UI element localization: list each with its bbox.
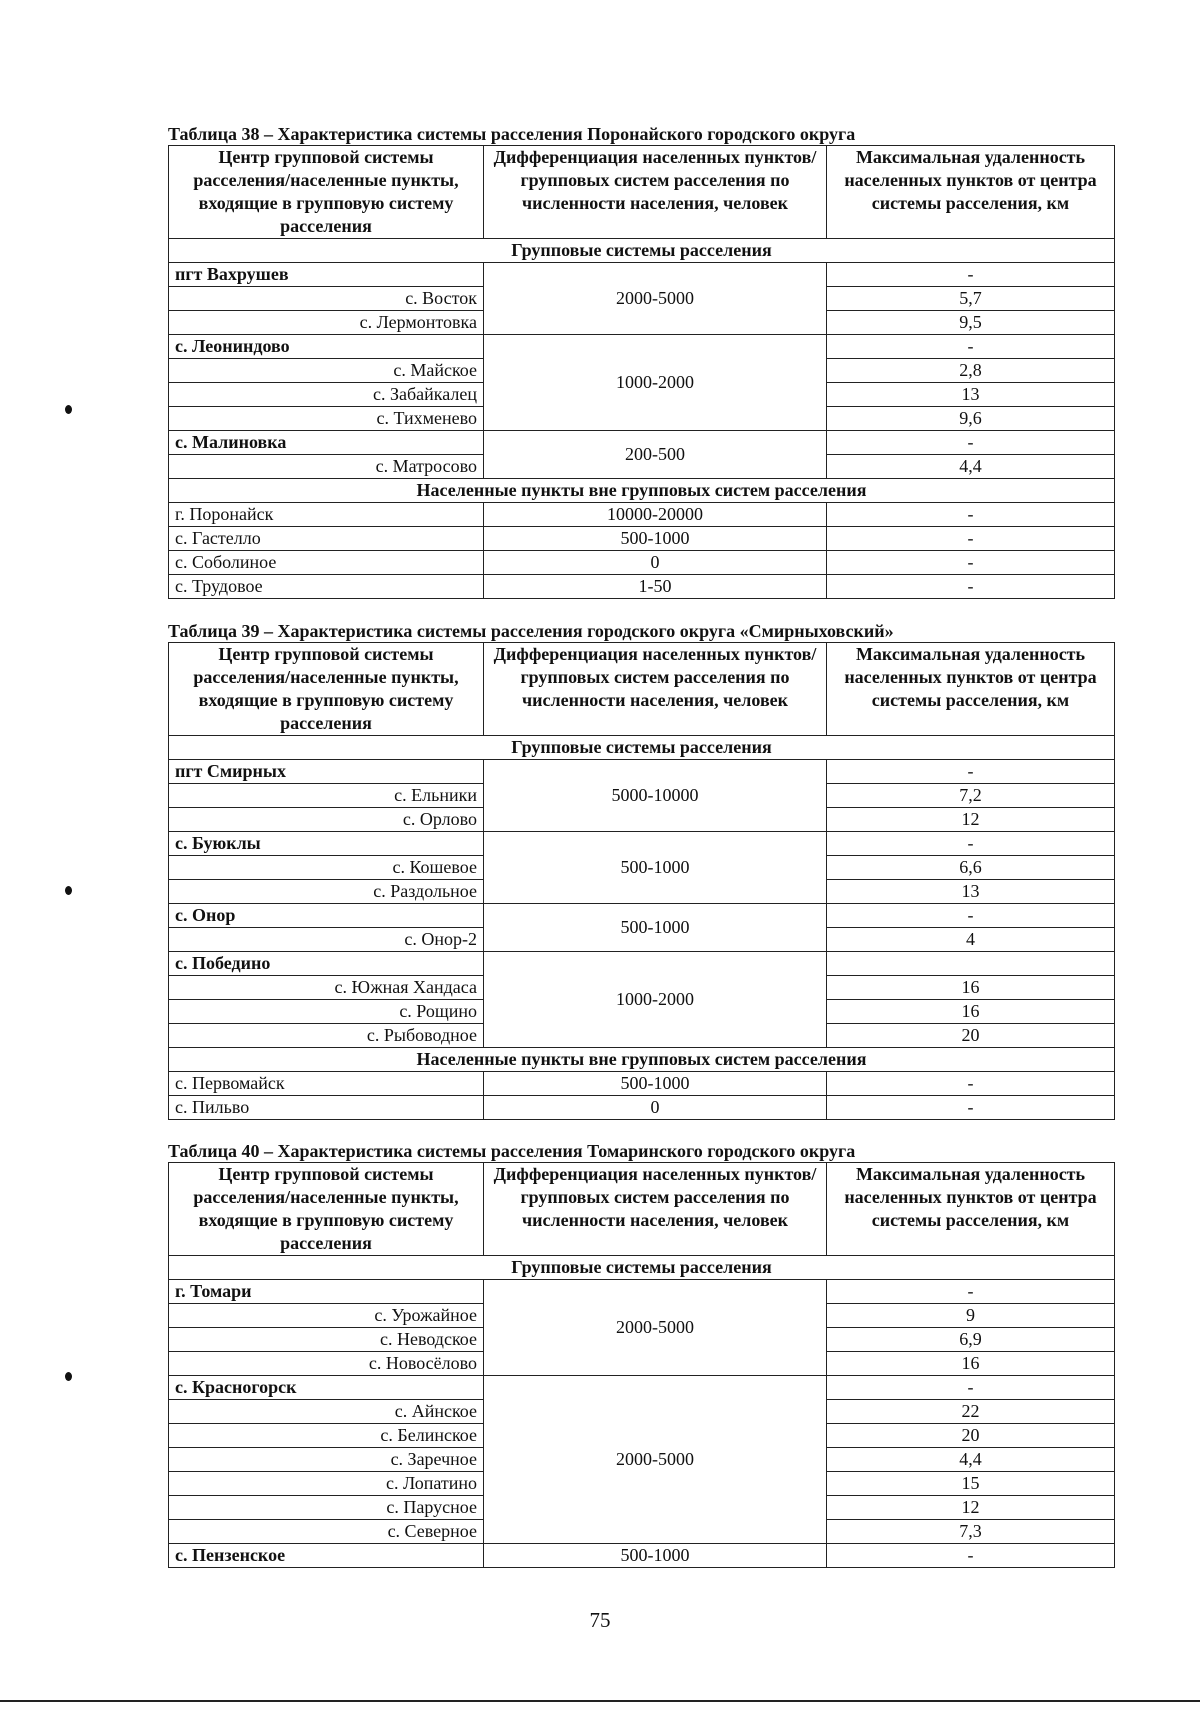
- column-header: Дифференциация населенных пунктов/групповых систем расселения по численности населения, человек: [484, 1163, 827, 1256]
- table-40-block: [168, 1140, 1114, 1568]
- member-name: с. Парусное: [169, 1496, 484, 1520]
- group-center-row: [169, 431, 1115, 455]
- distance-cell: [827, 952, 1115, 976]
- distance-cell: 4: [827, 928, 1115, 952]
- outside-row: [169, 1072, 1115, 1096]
- population-range: 2000-5000: [484, 263, 827, 335]
- population-range: 2000-5000: [484, 1376, 827, 1544]
- column-header: Центр групповой системы расселения/населенные пункты, входящие в групповую систему расселения: [169, 146, 484, 239]
- population-range: 5000-10000: [484, 760, 827, 832]
- section-title: Населенные пункты вне групповых систем расселения: [169, 1048, 1115, 1072]
- distance-cell: -: [827, 335, 1115, 359]
- distance-cell: -: [827, 904, 1115, 928]
- distance-cell: -: [827, 1072, 1115, 1096]
- distance-cell: 15: [827, 1472, 1115, 1496]
- section-row: [169, 239, 1115, 263]
- member-name: с. Лопатино: [169, 1472, 484, 1496]
- member-name: с. Ельники: [169, 784, 484, 808]
- member-name: с. Майское: [169, 359, 484, 383]
- table-caption: Таблица 40 – Характеристика системы расселения Томаринского городского округа: [168, 1141, 856, 1161]
- column-header: Максимальная удаленность населенных пунктов от центра системы расселения, км: [827, 146, 1115, 239]
- member-name: с. Белинское: [169, 1424, 484, 1448]
- section-title: Населенные пункты вне групповых систем расселения: [169, 479, 1115, 503]
- column-header: Центр групповой системы расселения/населенные пункты, входящие в групповую систему расселения: [169, 1163, 484, 1256]
- section-title: Групповые системы расселения: [169, 1256, 1115, 1280]
- member-name: с. Неводское: [169, 1328, 484, 1352]
- member-name: с. Кошевое: [169, 856, 484, 880]
- distance-cell: 16: [827, 976, 1115, 1000]
- distance-cell: 7,2: [827, 784, 1115, 808]
- scan-mark: [65, 1372, 72, 1381]
- column-header: Дифференциация населенных пунктов/групповых систем расселения по численности населения, человек: [484, 146, 827, 239]
- distance-cell: 9,5: [827, 311, 1115, 335]
- population-range: 2000-5000: [484, 1280, 827, 1376]
- settlement-name: с. Соболиное: [169, 551, 484, 575]
- group-center-name: с. Онор: [169, 904, 484, 928]
- scan-mark: [65, 886, 72, 895]
- outside-row: [169, 551, 1115, 575]
- member-name: с. Урожайное: [169, 1304, 484, 1328]
- distance-cell: -: [827, 832, 1115, 856]
- distance-cell: 4,4: [827, 1448, 1115, 1472]
- table-caption: Таблица 38 – Характеристика системы расселения Поронайского городского округа: [168, 124, 856, 144]
- member-name: с. Айнское: [169, 1400, 484, 1424]
- page-number: 75: [589, 1608, 611, 1632]
- distance-cell: -: [827, 431, 1115, 455]
- header-row: [169, 1163, 1115, 1256]
- group-center-row: [169, 263, 1115, 287]
- group-center-name: с. Леониндово: [169, 335, 484, 359]
- column-header: Центр групповой системы расселения/населенные пункты, входящие в групповую систему расселения: [169, 643, 484, 736]
- member-name: с. Матросово: [169, 455, 484, 479]
- group-center-name: с. Буюклы: [169, 832, 484, 856]
- population-range: 500-1000: [484, 1072, 827, 1096]
- group-center-name: с. Красногорск: [169, 1376, 484, 1400]
- settlement-name: г. Поронайск: [169, 503, 484, 527]
- group-center-row: [169, 1280, 1115, 1304]
- distance-cell: 20: [827, 1024, 1115, 1048]
- population-range: 200-500: [484, 431, 827, 479]
- group-center-row: [169, 832, 1115, 856]
- distance-cell: 16: [827, 1000, 1115, 1024]
- distance-cell: -: [827, 551, 1115, 575]
- distance-cell: -: [827, 760, 1115, 784]
- column-header: Дифференциация населенных пунктов/групповых систем расселения по численности населения, человек: [484, 643, 827, 736]
- group-center-name: с. Малиновка: [169, 431, 484, 455]
- distance-cell: 7,3: [827, 1520, 1115, 1544]
- group-center-name: пгт Вахрушев: [169, 263, 484, 287]
- distance-cell: -: [827, 1096, 1115, 1120]
- table-38-block: [168, 123, 1114, 599]
- distance-cell: 16: [827, 1352, 1115, 1376]
- data-table: [168, 642, 1115, 1120]
- member-name: с. Новосёлово: [169, 1352, 484, 1376]
- column-header: Максимальная удаленность населенных пунктов от центра системы расселения, км: [827, 643, 1115, 736]
- distance-cell: 9,6: [827, 407, 1115, 431]
- member-name: с. Орлово: [169, 808, 484, 832]
- population-range: 500-1000: [484, 1544, 827, 1568]
- section-title: Групповые системы расселения: [169, 239, 1115, 263]
- distance-cell: 4,4: [827, 455, 1115, 479]
- group-center-name: с. Победино: [169, 952, 484, 976]
- group-center-row: [169, 335, 1115, 359]
- settlement-name: с. Пильво: [169, 1096, 484, 1120]
- member-name: с. Онор-2: [169, 928, 484, 952]
- member-name: с. Тихменево: [169, 407, 484, 431]
- distance-cell: -: [827, 1280, 1115, 1304]
- group-center-row: [169, 952, 1115, 976]
- section-row: [169, 479, 1115, 503]
- distance-cell: 2,8: [827, 359, 1115, 383]
- distance-cell: 20: [827, 1424, 1115, 1448]
- distance-cell: -: [827, 263, 1115, 287]
- data-table: [168, 145, 1115, 599]
- population-range: 0: [484, 551, 827, 575]
- member-name: с. Рощино: [169, 1000, 484, 1024]
- scan-edge-line: [0, 1700, 1200, 1702]
- section-row: [169, 1256, 1115, 1280]
- group-center-row: [169, 1544, 1115, 1568]
- settlement-name: с. Трудовое: [169, 575, 484, 599]
- population-range: 10000-20000: [484, 503, 827, 527]
- outside-row: [169, 503, 1115, 527]
- header-row: [169, 146, 1115, 239]
- distance-cell: 12: [827, 1496, 1115, 1520]
- header-row: [169, 643, 1115, 736]
- distance-cell: -: [827, 527, 1115, 551]
- section-row: [169, 736, 1115, 760]
- member-name: с. Заречное: [169, 1448, 484, 1472]
- group-center-name: г. Томари: [169, 1280, 484, 1304]
- table-39-block: [168, 620, 1114, 1120]
- data-table: [168, 1162, 1115, 1568]
- distance-cell: -: [827, 1376, 1115, 1400]
- section-title: Групповые системы расселения: [169, 736, 1115, 760]
- section-row: [169, 1048, 1115, 1072]
- settlement-name: с. Гастелло: [169, 527, 484, 551]
- member-name: с. Рыбоводное: [169, 1024, 484, 1048]
- population-range: 500-1000: [484, 904, 827, 952]
- population-range: 1000-2000: [484, 335, 827, 431]
- distance-cell: 22: [827, 1400, 1115, 1424]
- table-caption: Таблица 39 – Характеристика системы расселения городского округа «Смирныховский»: [168, 621, 894, 641]
- scan-mark: [65, 405, 72, 414]
- distance-cell: 9: [827, 1304, 1115, 1328]
- distance-cell: -: [827, 575, 1115, 599]
- group-center-name: с. Пензенское: [169, 1544, 484, 1568]
- population-range: 1-50: [484, 575, 827, 599]
- distance-cell: 12: [827, 808, 1115, 832]
- outside-row: [169, 527, 1115, 551]
- population-range: 1000-2000: [484, 952, 827, 1048]
- outside-row: [169, 575, 1115, 599]
- group-center-row: [169, 1376, 1115, 1400]
- member-name: с. Лермонтовка: [169, 311, 484, 335]
- distance-cell: 13: [827, 383, 1115, 407]
- group-center-row: [169, 760, 1115, 784]
- distance-cell: 6,9: [827, 1328, 1115, 1352]
- group-center-row: [169, 904, 1115, 928]
- distance-cell: -: [827, 1544, 1115, 1568]
- member-name: с. Восток: [169, 287, 484, 311]
- column-header: Максимальная удаленность населенных пунктов от центра системы расселения, км: [827, 1163, 1115, 1256]
- settlement-name: с. Первомайск: [169, 1072, 484, 1096]
- distance-cell: 6,6: [827, 856, 1115, 880]
- distance-cell: 13: [827, 880, 1115, 904]
- population-range: 0: [484, 1096, 827, 1120]
- group-center-name: пгт Смирных: [169, 760, 484, 784]
- member-name: с. Забайкалец: [169, 383, 484, 407]
- population-range: 500-1000: [484, 527, 827, 551]
- outside-row: [169, 1096, 1115, 1120]
- member-name: с. Северное: [169, 1520, 484, 1544]
- distance-cell: -: [827, 503, 1115, 527]
- member-name: с. Раздольное: [169, 880, 484, 904]
- population-range: 500-1000: [484, 832, 827, 904]
- distance-cell: 5,7: [827, 287, 1115, 311]
- member-name: с. Южная Хандаса: [169, 976, 484, 1000]
